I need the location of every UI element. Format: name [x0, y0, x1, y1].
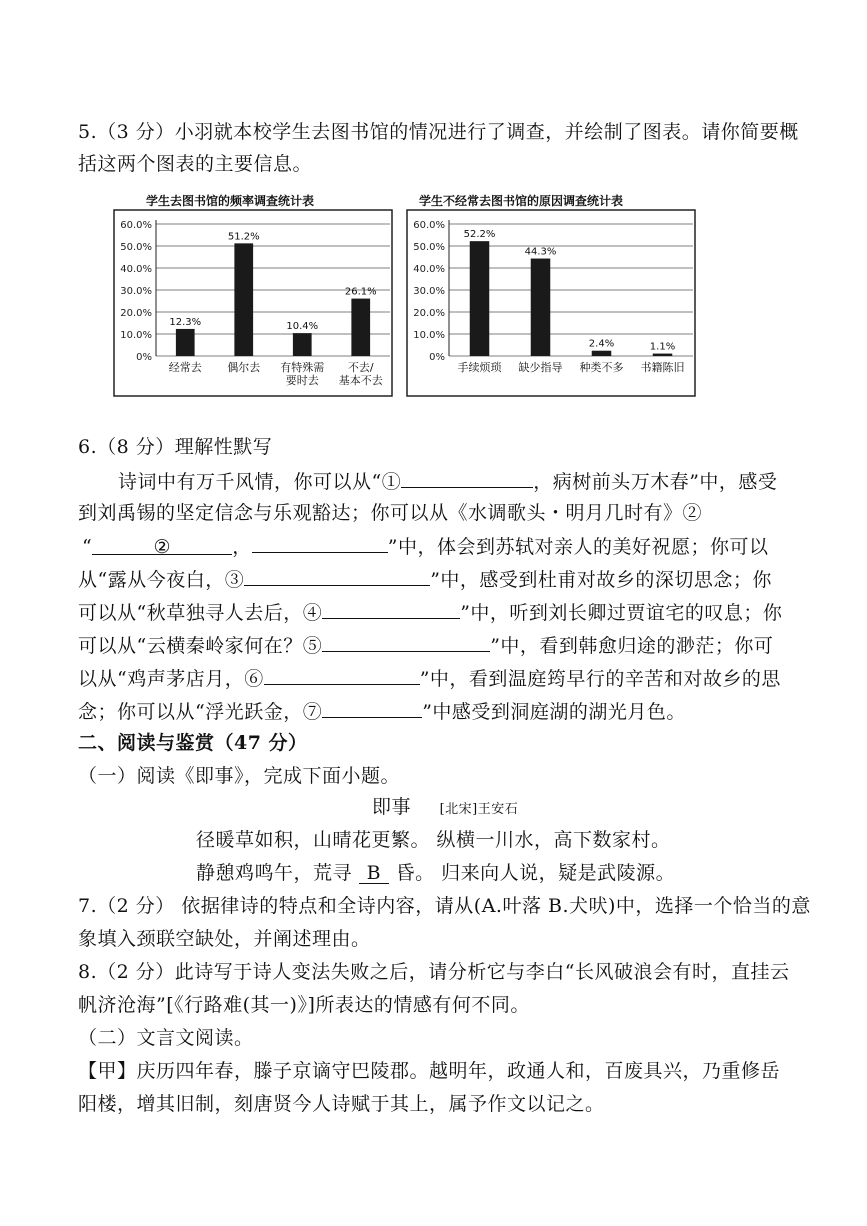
- q6-line1: [118, 467, 777, 495]
- y-tick-label: 0%: [429, 352, 445, 363]
- q8-line2: 帆济沧海”[《行路难(其一)》]所表达的情感有何不同。: [78, 994, 530, 1016]
- bar: [592, 351, 612, 356]
- y-tick-label: 10.0%: [120, 330, 152, 341]
- text: 可以从“秋草独寻人去后，④: [78, 602, 323, 624]
- y-tick-label: 0%: [136, 352, 152, 363]
- y-tick-label: 60.0%: [413, 220, 445, 231]
- category-label: 手续烦琐: [457, 361, 502, 374]
- category-label: 书籍陈旧: [640, 361, 685, 374]
- q7-line2: 象填入颈联空缺处，并阐述理由。: [78, 928, 371, 950]
- section2-sub2: （二）文言文阅读。: [78, 1027, 254, 1049]
- text: ”中，听到刘长卿过贾谊宅的叹息；你: [460, 602, 783, 624]
- chart-frequency: [112, 190, 394, 398]
- data-label: 51.2%: [227, 231, 260, 243]
- text: “: [82, 536, 93, 558]
- data-label: 26.1%: [344, 286, 377, 298]
- chart-reasons: [405, 190, 697, 398]
- text: 以从“鸡声茅店月，⑥: [78, 668, 264, 690]
- text: ”中，感受到杜甫对故乡的深切思念；你: [430, 569, 772, 591]
- chart-title: 学生去图书馆的频率调查统计表: [146, 194, 315, 208]
- data-label: 10.4%: [286, 321, 319, 333]
- blank-5[interactable]: [322, 631, 490, 652]
- category-label: 偶尔去: [227, 361, 261, 374]
- text: 静憩鸡鸣午，荒寻: [196, 862, 353, 884]
- q6-line8: [78, 697, 686, 725]
- poem-author: [北宋]王安石: [439, 802, 519, 817]
- bar: [176, 329, 195, 356]
- bar: [653, 354, 673, 356]
- q6-line3: [82, 532, 768, 560]
- chart-title: 学生不经常去图书馆的原因调查统计表: [419, 194, 624, 208]
- q6-heading: 6.（8 分）理解性默写: [78, 436, 273, 458]
- text: ，病树前头万木春”中，感受: [533, 471, 778, 493]
- y-tick-label: 30.0%: [413, 286, 445, 297]
- y-tick-label: 20.0%: [120, 308, 152, 319]
- bar: [293, 333, 312, 356]
- category-label: 缺少指导: [518, 361, 563, 374]
- category-label: 要时去: [285, 374, 319, 387]
- blank-6[interactable]: [264, 664, 420, 685]
- section2-heading: 二、阅读与鉴赏（47 分）: [78, 732, 308, 754]
- text: 念；你可以从“浮光跃金，⑦: [78, 701, 323, 723]
- blank-7[interactable]: [322, 697, 422, 718]
- y-tick-label: 50.0%: [120, 242, 152, 253]
- y-tick-label: 10.0%: [413, 330, 445, 341]
- text: ”中感受到洞庭湖的湖光月色。: [422, 701, 686, 723]
- data-label: 12.3%: [169, 316, 202, 328]
- category-label: 种类不多: [579, 361, 624, 374]
- text: ，: [232, 536, 252, 558]
- q6-line4: [78, 565, 772, 593]
- q8-line1: 8.（2 分）此诗写于诗人变法失败之后，请分析它与李白“长风破浪会有时，直挂云: [78, 961, 790, 983]
- bar: [531, 259, 551, 356]
- q6-line6: [78, 631, 773, 659]
- text: 诗词中有万千风情，你可以从“①: [118, 471, 402, 493]
- jia-line2: 阳楼，增其旧制，刻唐贤今人诗赋于其上，属予作文以记之。: [78, 1093, 605, 1115]
- category-label: 有特殊需: [280, 361, 325, 374]
- poem-title-line: [372, 794, 518, 823]
- poem-line2: [196, 860, 675, 886]
- section2-sub1: （一）阅读《即事》，完成下面小题。: [78, 765, 401, 787]
- text: 可以从“云横秦岭家何在？⑤: [78, 635, 323, 657]
- category-label: 不去/: [347, 361, 374, 374]
- bar: [234, 243, 253, 356]
- q7-line1: 7.（2 分） 依据律诗的特点和全诗内容，请从(A.叶落 B.犬吠)中，选择一个恰当的意: [78, 895, 811, 917]
- q5-line2: 括这两个图表的主要信息。: [78, 153, 313, 175]
- poem-answer-blank[interactable]: B: [359, 863, 389, 884]
- chart-reasons-svg: [405, 190, 697, 398]
- data-label: 52.2%: [463, 229, 496, 241]
- blank-1[interactable]: [401, 467, 533, 488]
- blank-2a[interactable]: [92, 534, 232, 558]
- y-tick-label: 20.0%: [413, 308, 445, 319]
- q6-line2: [78, 500, 702, 526]
- data-label: 44.3%: [524, 246, 557, 258]
- text: ”中，体会到苏轼对亲人的美好祝愿；你可以: [387, 536, 769, 558]
- blank-3[interactable]: [244, 565, 430, 586]
- y-tick-label: 50.0%: [413, 242, 445, 253]
- text: ”中，看到韩愈归途的渺茫；你可: [490, 635, 774, 657]
- y-tick-label: 40.0%: [120, 264, 152, 275]
- category-label: 经常去: [168, 361, 202, 374]
- blank-2b[interactable]: [252, 532, 388, 553]
- q6-line5: [78, 598, 782, 626]
- text: 昏。 归来向人说，疑是武陵源。: [395, 862, 676, 884]
- q5-line1: 5.（3 分）小羽就本校学生去图书馆的情况进行了调查，并绘制了图表。请你简要概: [78, 121, 799, 143]
- data-label: 2.4%: [588, 338, 615, 350]
- data-label: 1.1%: [649, 341, 676, 353]
- text: 到刘禹锡的坚定信念与乐观豁达；你可以从《水调歌头・明月几时有》②: [78, 502, 703, 524]
- blank-mark: ②: [153, 536, 171, 558]
- bar: [470, 241, 490, 356]
- y-tick-label: 40.0%: [413, 264, 445, 275]
- blank-4[interactable]: [322, 598, 460, 619]
- poem-title: 即事: [372, 796, 412, 818]
- text: 从“露从今夜白，③: [78, 569, 245, 591]
- category-label: 基本不去: [338, 374, 383, 387]
- poem-line1: 径暖草如积，山晴花更繁。 纵横一川水，高下数家村。: [196, 829, 671, 851]
- jia-line1: 【甲】庆历四年春，滕子京谪守巴陵郡。越明年，政通人和，百废具兴，乃重修岳: [78, 1060, 781, 1082]
- chart-frequency-svg: [112, 190, 394, 398]
- y-tick-label: 60.0%: [120, 220, 152, 231]
- y-tick-label: 30.0%: [120, 286, 152, 297]
- text: ”中，看到温庭筠早行的辛苦和对故乡的思: [419, 668, 781, 690]
- bar: [351, 299, 370, 356]
- q6-line7: [78, 664, 781, 692]
